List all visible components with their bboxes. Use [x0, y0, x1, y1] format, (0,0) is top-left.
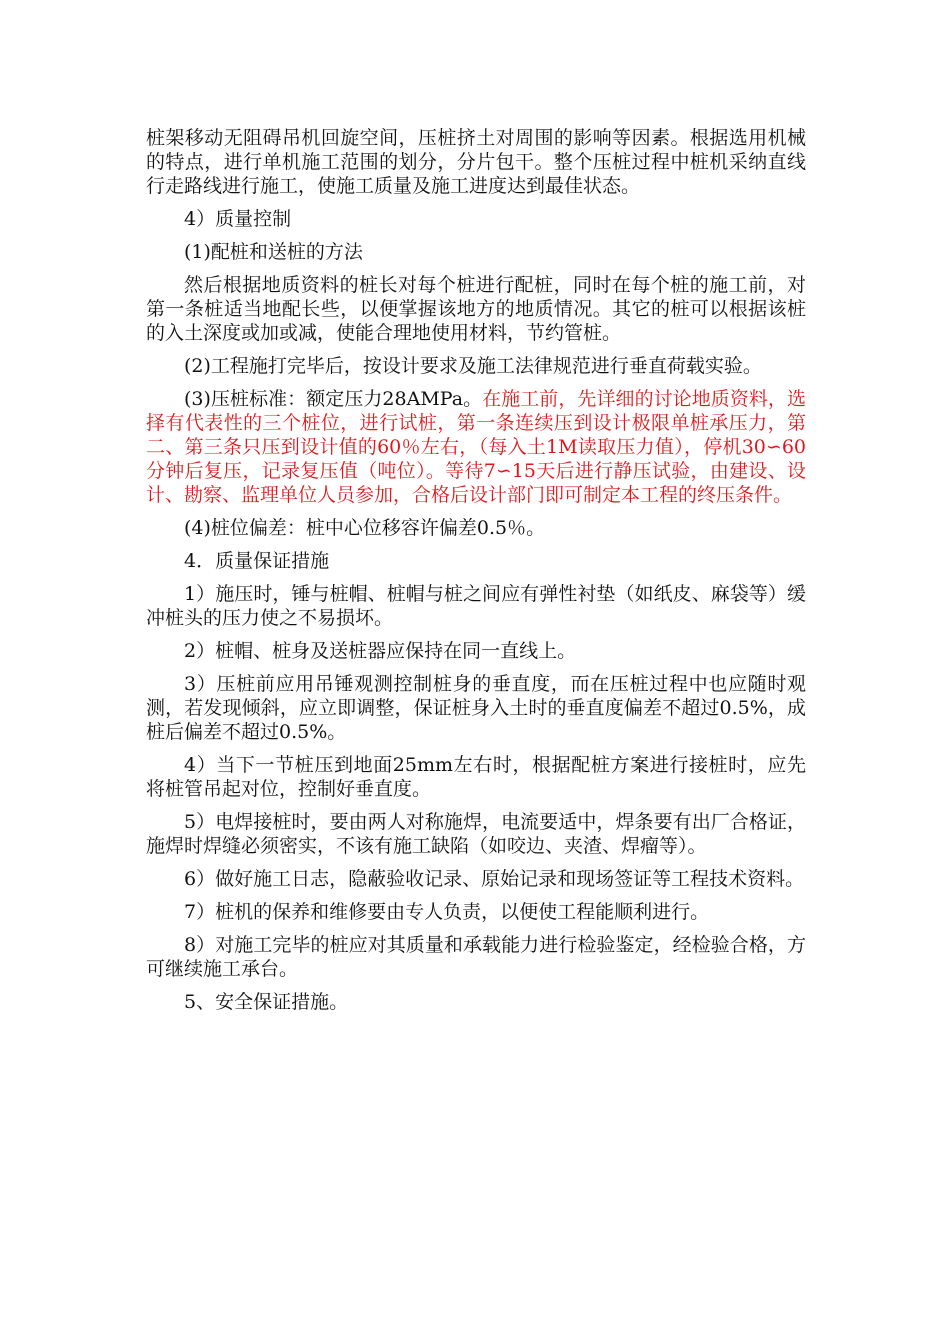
- paragraph-pile-deviation: (4)桩位偏差：桩中心位移容许偏差0.5％。: [184, 517, 546, 539]
- list-item-1: 1）施压时，锤与桩帽、桩帽与桩之间应有弹性衬垫（如纸皮、麻袋等）缓冲桩头的压力使之不易损坏。: [146, 583, 806, 629]
- list-item-5: 5）电焊接桩时，要由两人对称施焊，电流要适中，焊条要有出厂合格证，施焊时焊缝必须密实，不该有施工缺陷（如咬边、夹渣、焊瘤等）。: [146, 811, 806, 857]
- paragraph-continuation: 桩架移动无阻碍吊机回旋空间，压桩挤土对周围的影响等因素。根据选用机械的特点，进行单机施工范围的划分，分片包干。整个压桩过程中桩机采纳直线行走路线进行施工，使施工质量及施工进度达到最佳状态。: [146, 127, 806, 197]
- list-item-6: 6）做好施工日志，隐蔽验收记录、原始记录和现场签证等工程技术资料。: [184, 868, 805, 890]
- heading-quality-control: 4）质量控制: [184, 208, 292, 230]
- highlighted-red-text: 在施工前，先详细的讨论地质资料，选择有代表性的三个桩位，进行试桩，第一条连续压到设计极限单桩承压力，第二、第三条只压到设计值的60％左右，（每入土1M读取压力值），停机30∽60分钟后复压，记录复压值（吨位）。等待7∽15天后进行静压试验，由建设、设计、勘察、监理单位人员参加，合格后设计部门即可制定本工程的终压条件。: [146, 388, 806, 506]
- list-item-3: 3）压桩前应用吊锤观测控制桩身的垂直度，而在压桩过程中也应随时观测，若发现倾斜，应立即调整，保证桩身入土时的垂直度偏差不超过0.5%，成桩后偏差不超过0.5%。: [146, 673, 806, 743]
- document-body: [146, 126, 806, 1023]
- list-item-7: 7）桩机的保养和维修要由专人负责，以便使工程能顺利进行。: [184, 901, 710, 923]
- subheading-pile-matching: (1)配桩和送桩的方法: [184, 241, 363, 263]
- heading-safety-measures: 5、安全保证措施。: [184, 991, 349, 1013]
- heading-quality-assurance: 4．质量保证措施: [184, 550, 330, 572]
- paragraph-pile-matching: 然后根据地质资料的桩长对每个桩进行配桩，同时在每个桩的施工前，对第一条桩适当地配长些，以便掌握该地方的地质情况。其它的桩可以根据该桩的入土深度或加或减，使能合理地使用材料，节约管桩。: [146, 274, 806, 344]
- pressing-standard-text: (3)压桩标准：额定压力28AMPa。: [184, 388, 483, 410]
- list-item-2: 2）桩帽、桩身及送桩器应保持在同一直线上。: [184, 640, 577, 662]
- paragraph-load-test: (2)工程施打完毕后，按设计要求及施工法律规范进行垂直荷载实验。: [184, 355, 762, 377]
- list-item-8: 8）对施工完毕的桩应对其质量和承载能力进行检验鉴定，经检验合格，方可继续施工承台。: [146, 934, 806, 980]
- paragraph-pressing-standard: [146, 387, 806, 507]
- list-item-4: 4）当下一节桩压到地面25mm左右时，根据配桩方案进行接桩时，应先将桩管吊起对位，控制好垂直度。: [146, 754, 806, 800]
